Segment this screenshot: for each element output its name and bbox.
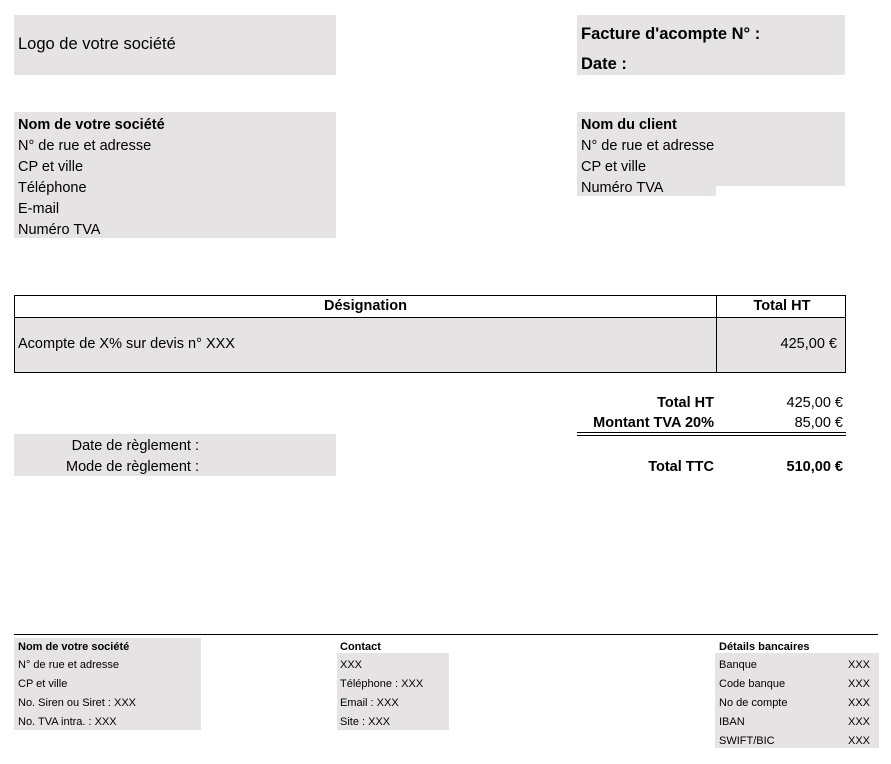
totals-divider-double [577,435,846,436]
row-total: 425,00 € [780,336,837,352]
client-city: CP et ville [581,159,647,175]
row-designation: Acompte de X% sur devis n° XXX [18,336,235,352]
footer-bank [715,638,879,748]
total-ttc-label: Total TTC [648,459,714,475]
bank-row-value: XXX [848,735,871,747]
client-block [577,112,845,196]
footer-company-siren: No. Siren ou Siret : XXX [18,697,136,709]
header-total-ht: Total HT [753,298,811,314]
tva-label: Montant TVA 20% [593,415,714,431]
client-vat: Numéro TVA [581,180,664,196]
footer-contact-email: Email : XXX [340,697,399,709]
header-designation: Désignation [324,298,407,314]
footer-contact-title: Contact [340,641,381,653]
footer-contact-line1: XXX [340,659,363,671]
bank-row-value: XXX [848,697,871,709]
bank-row-label: SWIFT/BIC [719,735,775,747]
footer-company-name: Nom de votre société [18,641,130,653]
bank-row-label: Code banque [719,678,786,690]
footer-company-address: N° de rue et adresse [18,659,120,671]
company-name: Nom de votre société [18,117,165,133]
invoice-date-label: Date : [581,55,627,73]
footer-contact [337,638,449,730]
company-email: E-mail [18,201,60,217]
client-name: Nom du client [581,117,677,133]
footer-bank-title: Détails bancaires [719,641,810,653]
bank-row-value: XXX [848,678,871,690]
logo-text: Logo de votre société [18,35,176,53]
bank-row-value: XXX [848,716,871,728]
footer-contact-phone: Téléphone : XXX [340,678,424,690]
bank-row-value: XXX [848,659,871,671]
footer-company-vat: No. TVA intra. : XXX [18,716,117,728]
logo-placeholder [14,15,336,75]
footer-divider [14,634,878,635]
payment-date-label: Date de règlement : [71,438,199,454]
company-city: CP et ville [18,159,84,175]
total-ttc-value: 510,00 € [786,459,843,475]
footer-contact-site: Site : XXX [340,716,391,728]
payment-block [14,434,336,476]
client-block-notch [716,186,845,196]
company-block [14,112,336,238]
footer-company [14,638,201,730]
company-phone: Téléphone [18,180,87,196]
invoice-info-box [577,15,845,75]
tva-value: 85,00 € [794,415,843,431]
totals-divider [577,432,846,433]
company-address: N° de rue et adresse [18,138,152,154]
footer-company-city: CP et ville [18,678,68,690]
client-address: N° de rue et adresse [581,138,715,154]
total-ht-label: Total HT [657,395,714,411]
company-vat: Numéro TVA [18,222,101,238]
items-table [14,295,846,373]
invoice-number-label: Facture d'acompte N° : [581,25,761,43]
payment-mode-label: Mode de règlement : [66,459,199,475]
bank-row-label: No de compte [719,697,788,709]
total-ht-value: 425,00 € [786,395,843,411]
bank-row-label: IBAN [719,716,745,728]
bank-row-label: Banque [719,659,757,671]
